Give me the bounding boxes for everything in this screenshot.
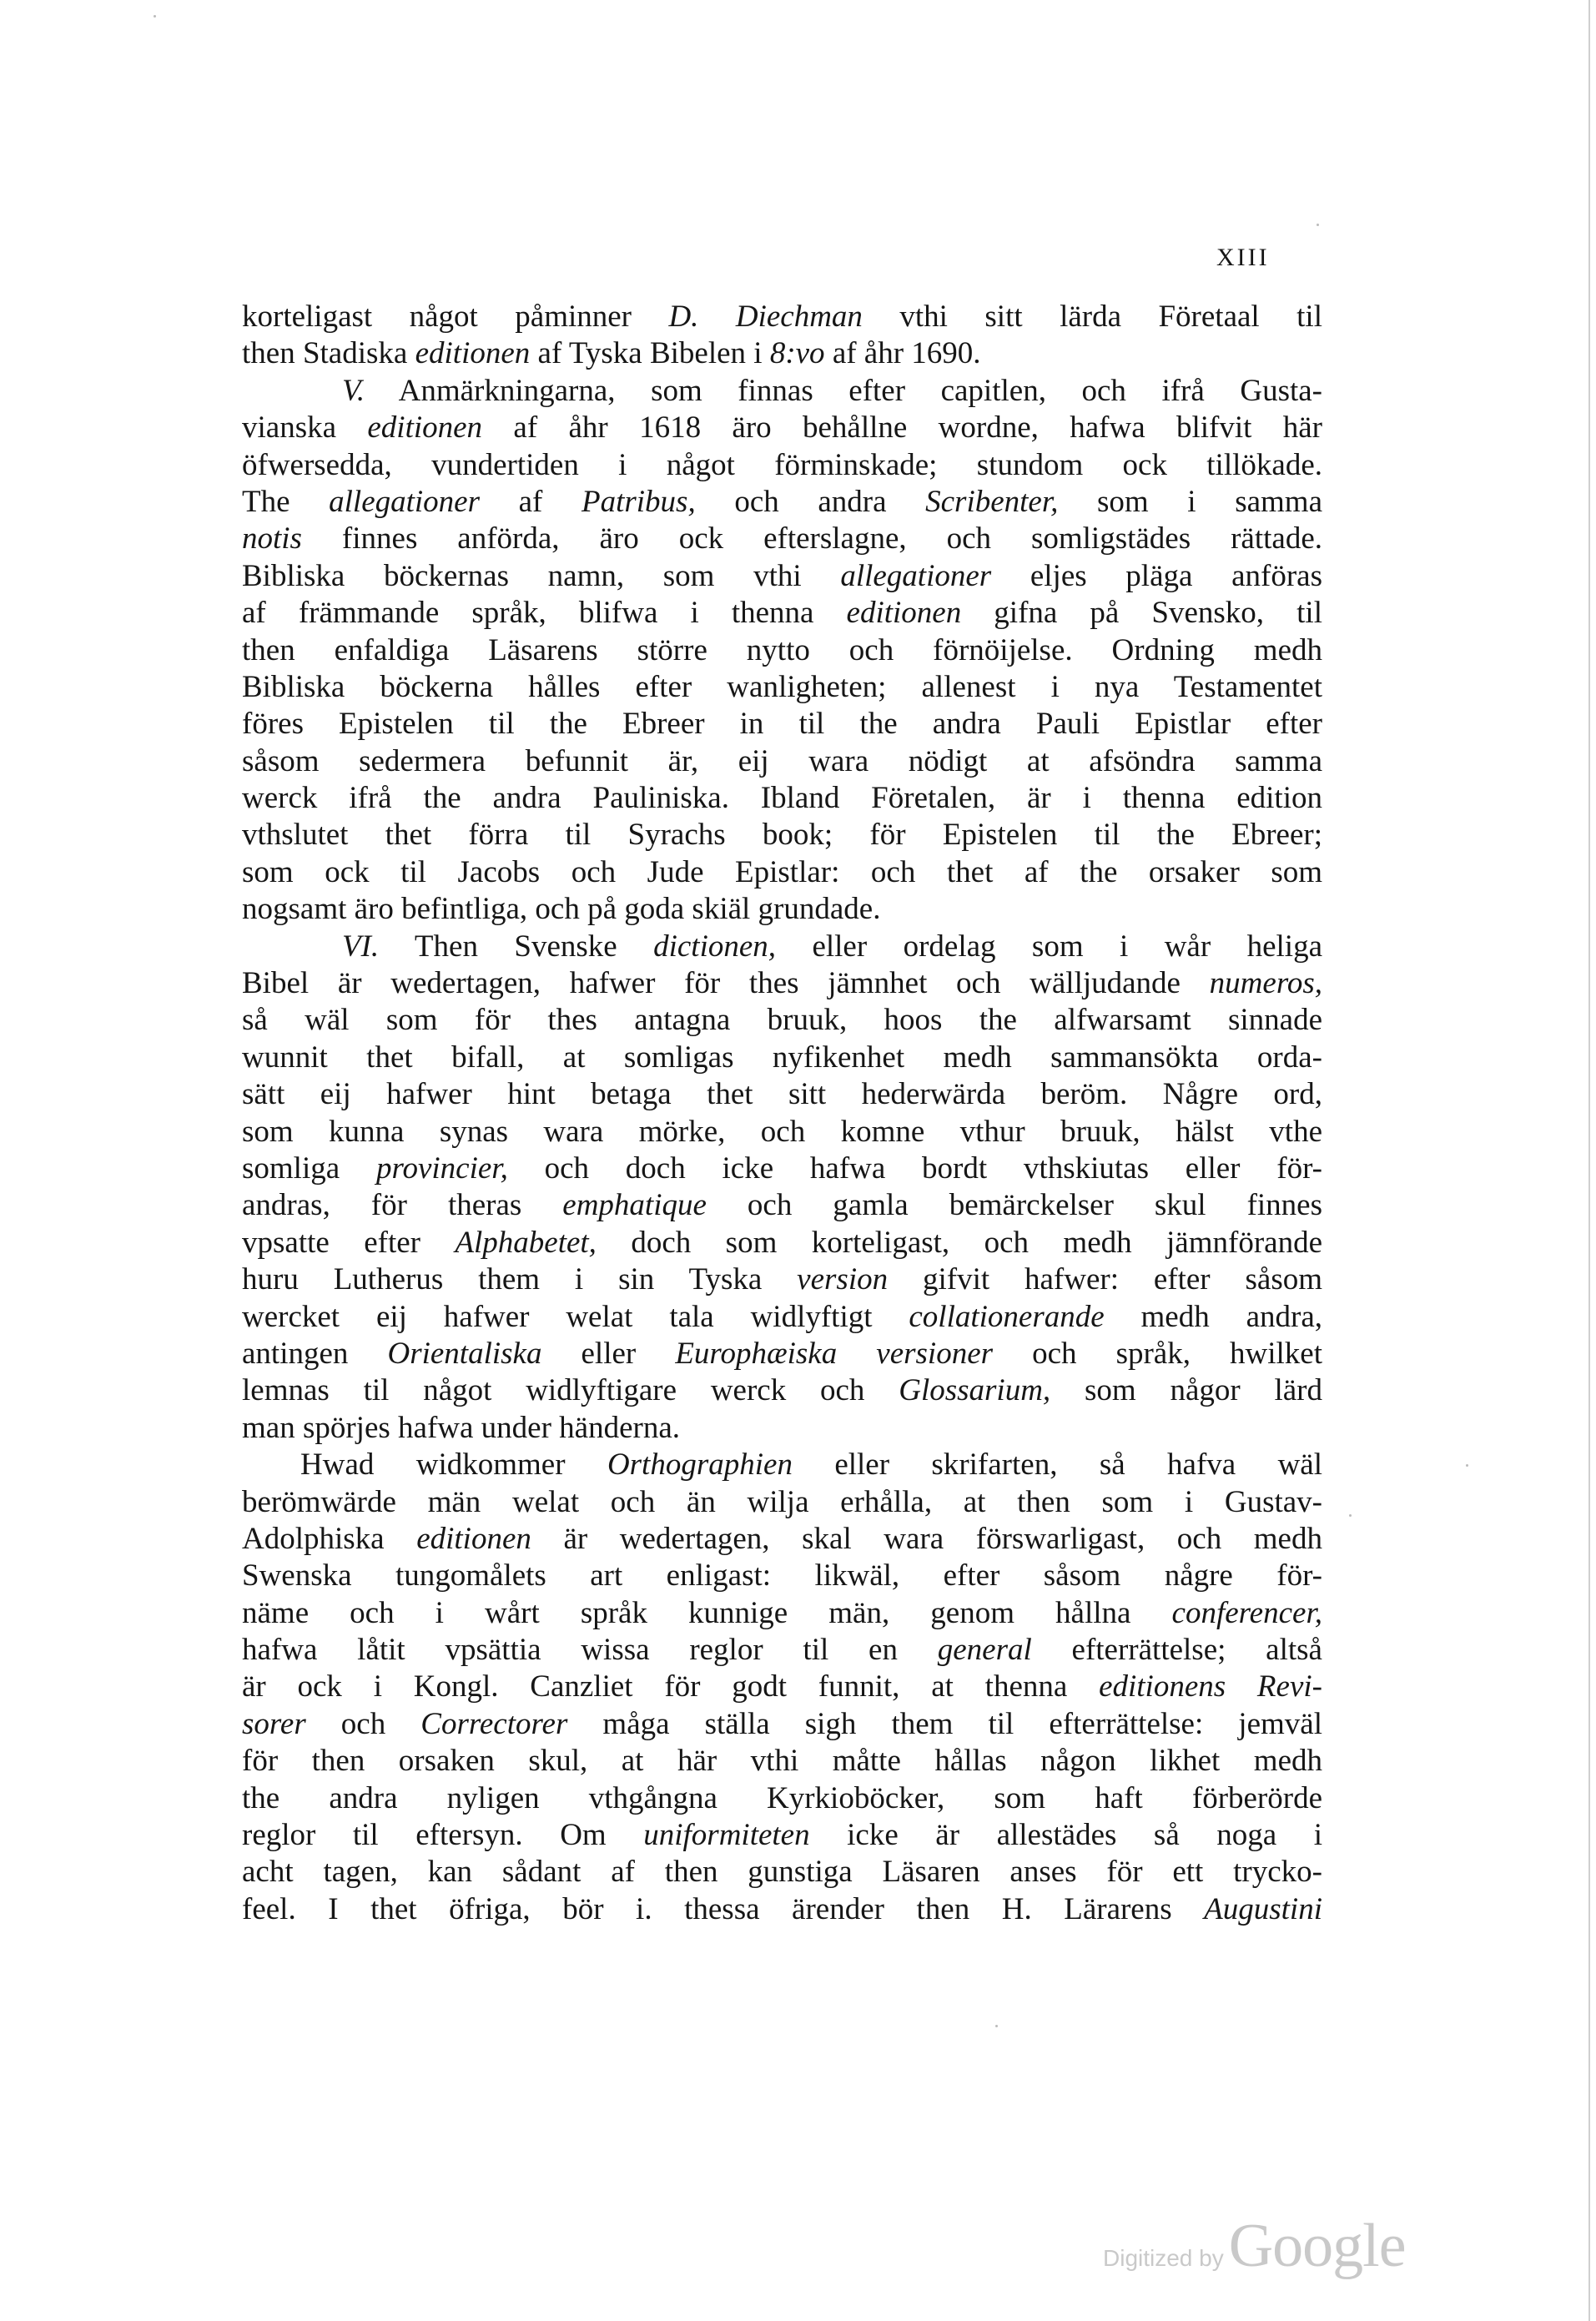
text-line: [242, 780, 1322, 817]
italic-text: uniformiteten: [643, 1818, 810, 1853]
text-line: [242, 1595, 1322, 1632]
italic-text: Correctorer: [420, 1706, 568, 1741]
text-line: [242, 669, 1322, 706]
text-segment: och doch icke hafwa bordt vthskiutas eller för-: [507, 1150, 1322, 1186]
text-segment: såsom sedermera befunnit är, eij wara nödigt at afsöndra samma: [242, 743, 1322, 778]
italic-text: Patribus,: [581, 484, 696, 519]
text-line: [242, 1336, 1322, 1372]
text-line: [242, 632, 1322, 669]
text-segment: vthi sitt lärda Företaal til: [862, 300, 1322, 334]
italic-text: editionen: [367, 410, 483, 446]
text-line: [242, 854, 1322, 891]
text-segment: och: [305, 1706, 421, 1741]
text-line: [242, 1854, 1322, 1891]
text-segment: medh andra,: [1104, 1299, 1322, 1334]
text-line: [242, 1706, 1322, 1743]
watermark-prefix: Digitized by: [1103, 2245, 1224, 2271]
text-line: [242, 1299, 1322, 1336]
scan-speck: [995, 2025, 998, 2027]
text-line: [242, 521, 1322, 557]
text-segment: af åhr 1618 äro behållne wordne, hafwa blifvit här: [482, 410, 1322, 446]
google-logo-text: Google: [1228, 2212, 1406, 2280]
text-segment: är ock i Kongl. Canzliet för godt funnit, at thenna: [242, 1669, 1100, 1704]
italic-text: sorer: [242, 1706, 306, 1741]
text-line: [242, 1410, 1322, 1447]
text-line: [242, 1817, 1322, 1854]
text-line: [242, 1632, 1322, 1669]
text-segment: Bibel är wedertagen, hafwer för thes jämnhet och wälljudande: [242, 966, 1210, 1001]
italic-text: numeros,: [1209, 966, 1322, 1001]
italic-text: dictionen,: [653, 929, 777, 964]
text-line: [242, 1372, 1322, 1409]
digitized-by-google-watermark: [1103, 2211, 1406, 2278]
text-segment: eljes pläga anföras: [991, 558, 1322, 593]
text-segment: andras, för theras: [242, 1188, 563, 1223]
text-segment: och andra: [695, 484, 926, 519]
text-line: [242, 1743, 1322, 1780]
text-segment: af främmande språk, blifwa i thenna: [242, 596, 847, 631]
text-line: [242, 1187, 1322, 1224]
text-segment: berömwärde män welat och än wilja erhålla, at then som i Gustav-: [242, 1484, 1322, 1519]
italic-text: Alphabetet,: [455, 1225, 597, 1260]
italic-text: provincier,: [375, 1150, 508, 1186]
text-segment: man spörjes hafwa under händerna.: [242, 1410, 680, 1445]
text-segment: then Stadiska: [242, 336, 415, 371]
text-line: [242, 1261, 1322, 1298]
text-segment: Hwad widkommer: [300, 1447, 607, 1483]
text-segment: acht tagen, kan sådant af then gunstiga Läsaren anses för ett trycko-: [242, 1855, 1322, 1890]
text-segment: doch som korteligast, och medh jämnförande: [596, 1225, 1322, 1260]
italic-text: Augustini: [1204, 1891, 1322, 1926]
text-line: [242, 965, 1322, 1002]
text-segment: måga ställa sigh them til efterrättelse: jemväl: [567, 1706, 1322, 1741]
text-line: [242, 1558, 1322, 1594]
page-number: XIII: [1216, 244, 1270, 271]
text-segment: af Tyska Bibelen i: [530, 336, 770, 371]
italic-text: Orientaliska: [387, 1336, 542, 1371]
text-segment: werck ifrå the andra Pauliniska. Ibland Företalen, är i thenna edition: [242, 781, 1322, 816]
italic-text: Europhæiska versioner: [675, 1336, 994, 1371]
text-line: [242, 1076, 1322, 1113]
text-line: [242, 1669, 1322, 1705]
text-segment: som någor lärd: [1050, 1373, 1323, 1408]
text-line: [242, 558, 1322, 595]
scan-edge-line: [1588, 0, 1590, 2321]
text-line: [242, 484, 1322, 521]
text-segment: eller ordelag som i wår heliga: [776, 929, 1322, 964]
text-segment: icke är allestädes så noga i: [809, 1818, 1323, 1853]
text-segment: antingen: [242, 1336, 388, 1371]
italic-text: conferencer,: [1171, 1595, 1322, 1630]
text-segment: wercket eij hafwer welat tala widlyftigt: [242, 1299, 909, 1334]
italic-text: 8:vo: [769, 336, 825, 371]
italic-text: editionen: [846, 596, 962, 631]
text-line: [242, 1447, 1322, 1483]
text-line: [242, 891, 1322, 928]
text-line: [242, 1521, 1322, 1558]
text-segment: the andra nyligen vthgångna Kyrkioböcker, som haft förberörde: [242, 1780, 1322, 1815]
text-line: [242, 1891, 1322, 1928]
text-segment: af: [480, 484, 582, 519]
text-segment: The: [242, 484, 330, 519]
text-segment: finnes anförda, äro ock efterslagne, och somligstädes rättade.: [301, 521, 1322, 556]
text-segment: gifvit hafwer: efter såsom: [888, 1262, 1322, 1297]
scan-speck: [1466, 1464, 1468, 1467]
text-line: [242, 373, 1322, 410]
text-segment: som ock til Jacobs och Jude Epistlar: och thet af the orsaker som: [242, 854, 1322, 889]
text-line: [242, 1040, 1322, 1076]
text-line: [242, 1225, 1322, 1261]
italic-text: allegationer: [329, 484, 481, 519]
text-segment: vpsatte efter: [242, 1225, 456, 1260]
italic-text: notis: [242, 521, 302, 556]
text-segment: eller: [541, 1336, 676, 1371]
text-segment: och gamla bemärckelser skul finnes: [706, 1188, 1322, 1223]
text-line: [242, 817, 1322, 853]
text-segment: och språk, hwilket: [993, 1336, 1323, 1371]
italic-text: Orthographien: [607, 1447, 793, 1483]
text-segment: nogsamt äro befintliga, och på goda skiäl grundade.: [242, 892, 881, 927]
italic-text: D. Diechman: [668, 300, 863, 334]
text-line: [242, 1484, 1322, 1521]
italic-text: editionen: [416, 1521, 531, 1556]
text-segment: Then Svenske: [379, 929, 654, 964]
text-segment: som kunna synas wara mörke, och komne vthur bruuk, hälst vthe: [242, 1114, 1322, 1149]
italic-text: Glossarium,: [899, 1373, 1051, 1408]
italic-text: editionen: [415, 336, 531, 371]
italic-text: collationerande: [909, 1299, 1105, 1334]
text-segment: vianska: [242, 410, 368, 446]
italic-text: allegationer: [840, 558, 992, 593]
italic-text: Scribenter,: [925, 484, 1059, 519]
text-segment: eller skrifarten, så hafva wäl: [792, 1447, 1322, 1483]
text-segment: wunnit thet bifall, at somligas nyfikenhet medh sammansökta orda-: [242, 1040, 1322, 1075]
italic-text: editionens Revi-: [1099, 1669, 1322, 1704]
text-line: [242, 595, 1322, 632]
body-text: [242, 299, 1322, 1928]
text-line: [242, 335, 1322, 372]
scan-speck: [1349, 1514, 1352, 1517]
text-line: [242, 1780, 1322, 1817]
text-segment: öfwersedda, vundertiden i något förminskade; stundom ock tillökade.: [242, 447, 1322, 482]
text-segment: gifna på Svensko, til: [961, 596, 1322, 631]
italic-text: version: [797, 1262, 889, 1297]
text-segment: huru Lutherus them i sin Tyska: [242, 1262, 798, 1297]
text-line: [242, 299, 1322, 335]
text-segment: Swenska tungomålets art enligast: likwäl, efter såsom någre för-: [242, 1558, 1322, 1593]
italic-text: emphatique: [562, 1188, 707, 1223]
text-segment: vthslutet thet förra til Syrachs book; för Epistelen til the Ebreer;: [242, 818, 1322, 853]
italic-text: general: [937, 1633, 1032, 1668]
text-segment: then enfaldiga Läsarens större nytto och förnöijelse. Ordning medh: [242, 632, 1322, 667]
text-line: [242, 410, 1322, 446]
text-line: [242, 929, 1322, 965]
text-line: [242, 1114, 1322, 1150]
text-line: [242, 743, 1322, 780]
text-segment: hafwa låtit vpsättia wissa reglor til en: [242, 1633, 938, 1668]
text-segment: af åhr 1690.: [824, 336, 981, 371]
scan-speck: [1317, 224, 1319, 226]
text-segment: föres Epistelen til the Ebreer in til the andra Pauli Epistlar efter: [242, 707, 1322, 742]
text-line: [242, 706, 1322, 743]
text-segment: lemnas til något widlyftigare werck och: [242, 1373, 899, 1408]
text-segment: Bibliska böckernas namn, som vthi: [242, 558, 841, 593]
text-line: [242, 1002, 1322, 1039]
text-segment: Adolphiska: [242, 1521, 417, 1556]
text-segment: sätt eij hafwer hint betaga thet sitt hederwärda beröm. Någre ord,: [242, 1077, 1322, 1112]
text-line: [242, 1150, 1322, 1187]
italic-text: V.: [342, 373, 365, 408]
text-segment: så wäl som för thes antagna bruuk, hoos the alfwarsamt sinnade: [242, 1003, 1322, 1038]
text-line: [242, 447, 1322, 484]
text-segment: Anmärkningarna, som finnas efter capitlen, och ifrå Gusta-: [365, 373, 1322, 408]
text-segment: för then orsaken skul, at här vthi måtte hållas någon likhet medh: [242, 1744, 1322, 1779]
text-segment: är wedertagen, skal wara förswarligast, och medh: [531, 1521, 1322, 1556]
text-segment: som i samma: [1058, 484, 1322, 519]
text-segment: feel. I thet öfriga, bör i. thessa ärender then H. Lärarens: [242, 1891, 1205, 1926]
text-segment: efterrättelse; altså: [1031, 1633, 1322, 1668]
italic-text: VI.: [342, 929, 380, 964]
text-segment: somliga: [242, 1150, 376, 1186]
text-segment: Bibliska böckerna hålles efter wanligheten; allenest i nya Testamentet: [242, 669, 1322, 704]
text-segment: korteligast något påminner: [242, 300, 669, 334]
text-segment: näme och i wårt språk kunnige män, genom hållna: [242, 1595, 1172, 1630]
scan-speck: [154, 15, 156, 18]
text-segment: reglor til eftersyn. Om: [242, 1818, 644, 1853]
